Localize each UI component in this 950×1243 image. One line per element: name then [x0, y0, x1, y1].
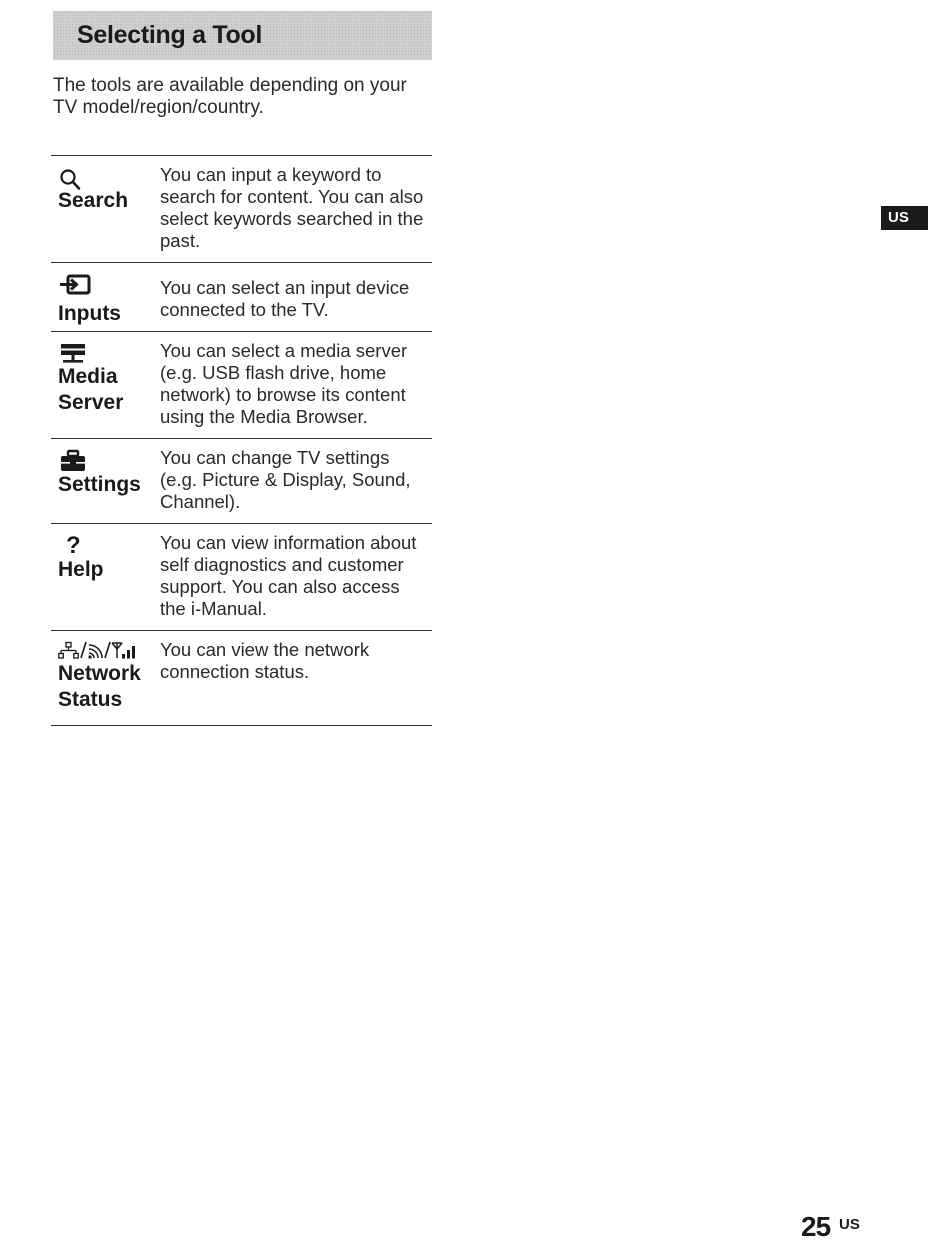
tool-label-network-status: Network Status	[58, 662, 141, 711]
tool-description-network-status: You can view the network connection status.	[160, 639, 370, 682]
tools-table	[51, 155, 432, 726]
table-row	[51, 262, 432, 331]
table-row	[51, 523, 432, 630]
intro-text: The tools are available depending on your TV model/region/country.	[53, 75, 407, 118]
table-row	[51, 331, 432, 438]
tool-description-search: You can input a keyword to search for content. You can also select keywords searched in the past.	[160, 164, 424, 251]
tool-label-settings: Settings	[58, 473, 141, 496]
tool-label-help: Help	[58, 558, 104, 581]
page-number-suffix: US	[839, 1216, 860, 1233]
page-title: Selecting a Tool	[77, 21, 263, 49]
table-row	[51, 438, 432, 523]
tool-description-settings: You can change TV settings (e.g. Picture & Display, Sound, Channel).	[160, 447, 411, 512]
tool-description-media-server: You can select a media server (e.g. USB flash drive, home network) to browse its content using the Media Browser.	[160, 340, 408, 427]
table-row	[51, 630, 432, 726]
question-mark-icon: ?	[66, 532, 81, 559]
page-number: 25	[801, 1211, 831, 1242]
table-row	[51, 155, 432, 262]
input-icon	[58, 274, 92, 301]
tool-description-inputs: You can select an input device connected to the TV.	[160, 277, 410, 320]
region-tab: US	[881, 206, 928, 230]
tool-label-search: Search	[58, 189, 129, 212]
tool-description-help: You can view information about self diagnostics and customer support. You can also access the i-Manual.	[160, 532, 417, 619]
tool-label-media-server: Media Server	[58, 365, 124, 414]
tool-label-inputs: Inputs	[58, 302, 121, 325]
section-header	[53, 11, 432, 60]
